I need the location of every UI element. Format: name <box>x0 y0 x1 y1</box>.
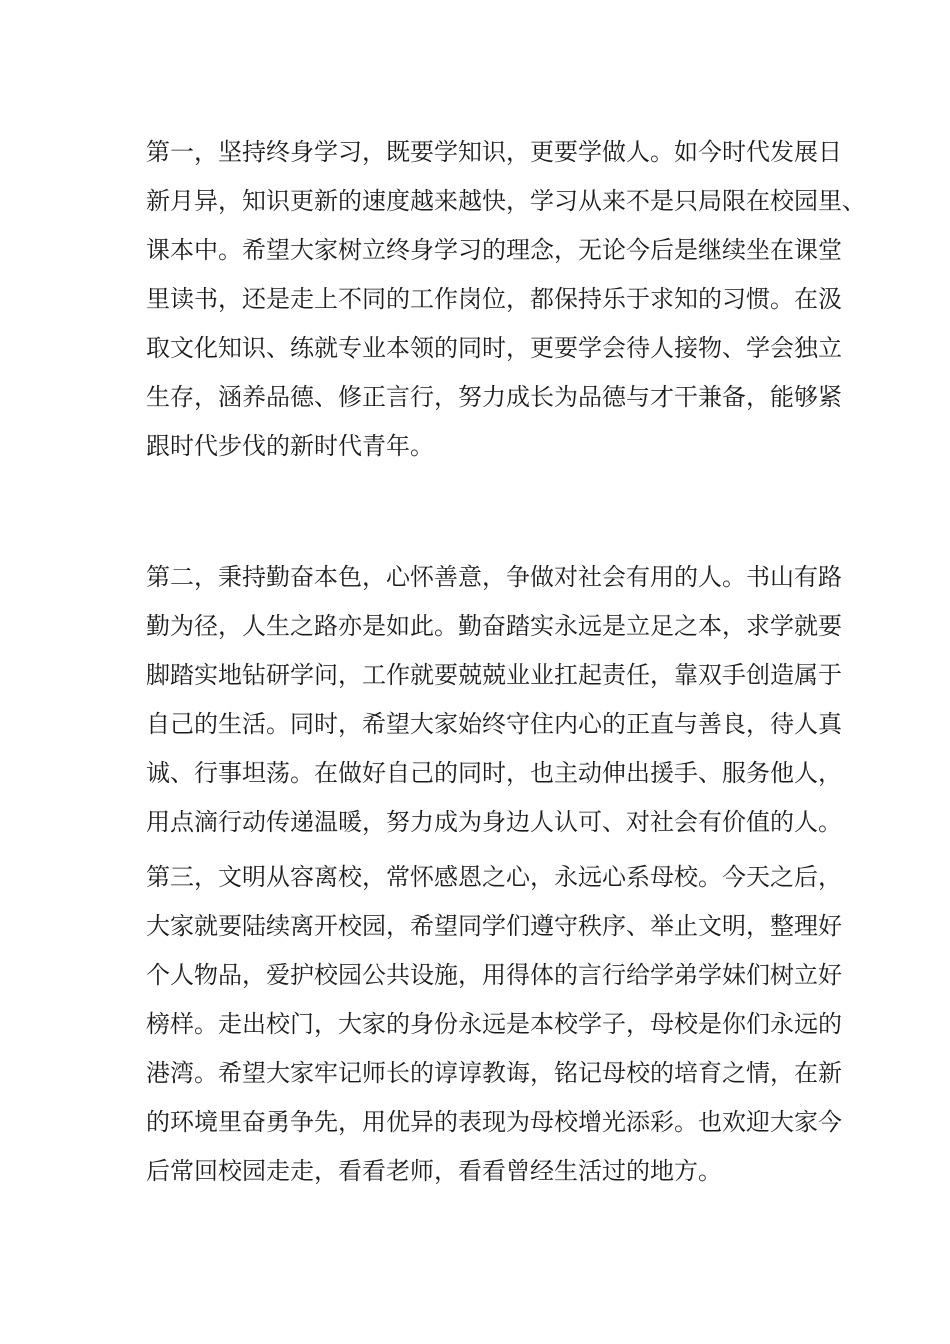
text-line: 课本中。希望大家树立终身学习的理念，无论今后是继续坐在课堂 <box>146 236 842 264</box>
paragraph-second <box>146 553 842 847</box>
paragraph-first <box>146 128 866 471</box>
text-line: 取文化知识、练就专业本领的同时，更要学会待人接物、学会独立 <box>146 334 842 362</box>
text-line: 大家就要陆续离开校园，希望同学们遵守秩序、举止文明，整理好 <box>146 912 842 940</box>
text-line: 港湾。希望大家牢记师长的谆谆教诲，铭记母校的培育之情，在新 <box>146 1059 842 1087</box>
text-line: 第一，坚持终身学习，既要学知识，更要学做人。如今时代发展日 <box>146 138 842 166</box>
text-line: 自己的生活。同时，希望大家始终守住内心的正直与善良，待人真 <box>146 710 842 738</box>
text-line: 第二，秉持勤奋本色，心怀善意，争做对社会有用的人。书山有路 <box>146 563 842 591</box>
text-line: 脚踏实地钻研学问，工作就要兢兢业业扛起责任，靠双手创造属于 <box>146 661 842 689</box>
text-line: 用点滴行动传递温暖，努力成为身边人认可、对社会有价值的人。 <box>146 808 842 836</box>
text-line: 后常回校园走走，看看老师，看看曾经生活过的地方。 <box>146 1157 722 1185</box>
text-line: 榜样。走出校门，大家的身份永远是本校学子，母校是你们永远的 <box>146 1010 842 1038</box>
text-line: 跟时代步伐的新时代青年。 <box>146 432 434 460</box>
text-line: 勤为径，人生之路亦是如此。勤奋踏实永远是立足之本，求学就要 <box>146 612 842 640</box>
text-line: 个人物品，爱护校园公共设施，用得体的言行给学弟学妹们树立好 <box>146 961 842 989</box>
text-line: 里读书，还是走上不同的工作岗位，都保持乐于求知的习惯。在汲 <box>146 285 842 313</box>
text-line: 诚、行事坦荡。在做好自己的同时，也主动伸出援手、服务他人， <box>146 759 842 787</box>
text-line: 生存，涵养品德、修正言行，努力成长为品德与才干兼备，能够紧 <box>146 383 842 411</box>
paragraph-third <box>146 853 842 1196</box>
text-line: 第三，文明从容离校，常怀感恩之心，永远心系母校。今天之后， <box>146 863 842 891</box>
text-line: 的环境里奋勇争先，用优异的表现为母校增光添彩。也欢迎大家今 <box>146 1108 842 1136</box>
text-line: 新月异，知识更新的速度越来越快，学习从来不是只局限在校园里、 <box>146 187 866 215</box>
